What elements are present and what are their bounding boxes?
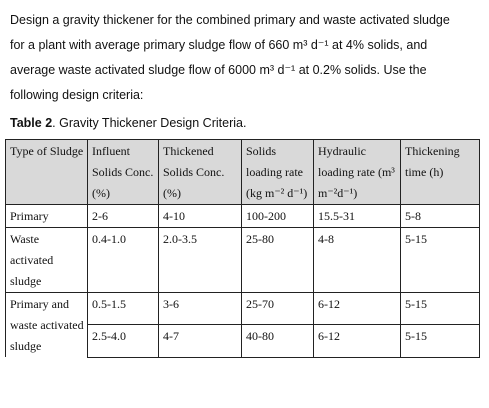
header-thickening-time: Thickening time (h) xyxy=(401,140,480,205)
header-solids-loading: Solids loading rate (kg m⁻² d⁻¹) xyxy=(242,140,314,205)
design-criteria-table xyxy=(5,139,480,358)
cell-hydraulic-loading: 6-12 xyxy=(314,293,401,325)
problem-line: average waste activated sludge flow of 6000 m³ d⁻¹ at 0.2% solids. Use the xyxy=(10,63,427,77)
cell-solids-loading: 25-70 xyxy=(242,293,314,325)
cell-solids-loading: 25-80 xyxy=(242,228,314,293)
header-sludge-type: Type of Sludge xyxy=(6,140,88,205)
table-row xyxy=(6,228,480,293)
cell-influent-conc: 2-6 xyxy=(88,205,159,228)
cell-thickening-time: 5-15 xyxy=(401,325,480,357)
table-caption-text: . Gravity Thickener Design Criteria. xyxy=(52,116,247,130)
cell-hydraulic-loading: 6-12 xyxy=(314,325,401,357)
table-caption-label: Table 2 xyxy=(10,116,53,130)
table-header xyxy=(6,140,480,205)
cell-influent-conc: 0.4-1.0 xyxy=(88,228,159,293)
problem-line: following design criteria: xyxy=(10,88,144,102)
table-body xyxy=(6,205,480,358)
problem-statement xyxy=(10,8,476,108)
cell-sludge-type: Primary xyxy=(6,205,88,228)
cell-solids-loading: 40-80 xyxy=(242,325,314,357)
cell-thickened-conc: 3-6 xyxy=(159,293,242,325)
cell-thickening-time: 5-15 xyxy=(401,293,480,325)
cell-thickened-conc: 4-10 xyxy=(159,205,242,228)
cell-sludge-type: Primary and waste activated sludge xyxy=(6,293,88,358)
cell-thickening-time: 5-15 xyxy=(401,228,480,293)
cell-sludge-type: Waste activated sludge xyxy=(6,228,88,293)
cell-thickened-conc: 4-7 xyxy=(159,325,242,357)
header-thickened-conc: Thickened Solids Conc. (%) xyxy=(159,140,242,205)
cell-solids-loading: 100-200 xyxy=(242,205,314,228)
cell-hydraulic-loading: 4-8 xyxy=(314,228,401,293)
table-row xyxy=(6,205,480,228)
table-caption xyxy=(10,116,246,130)
header-row xyxy=(6,140,480,205)
header-influent-conc: Influent Solids Conc. (%) xyxy=(88,140,159,205)
header-hydraulic-loading: Hydraulic loading rate (m³ m⁻²d⁻¹) xyxy=(314,140,401,205)
cell-thickened-conc: 2.0-3.5 xyxy=(159,228,242,293)
cell-hydraulic-loading: 15.5-31 xyxy=(314,205,401,228)
cell-influent-conc: 2.5-4.0 xyxy=(88,325,159,357)
cell-influent-conc: 0.5-1.5 xyxy=(88,293,159,325)
table-row xyxy=(6,293,480,325)
cell-thickening-time: 5-8 xyxy=(401,205,480,228)
problem-line: Design a gravity thickener for the combined primary and waste activated sludge xyxy=(10,13,450,27)
problem-line: for a plant with average primary sludge flow of 660 m³ d⁻¹ at 4% solids, and xyxy=(10,38,428,52)
